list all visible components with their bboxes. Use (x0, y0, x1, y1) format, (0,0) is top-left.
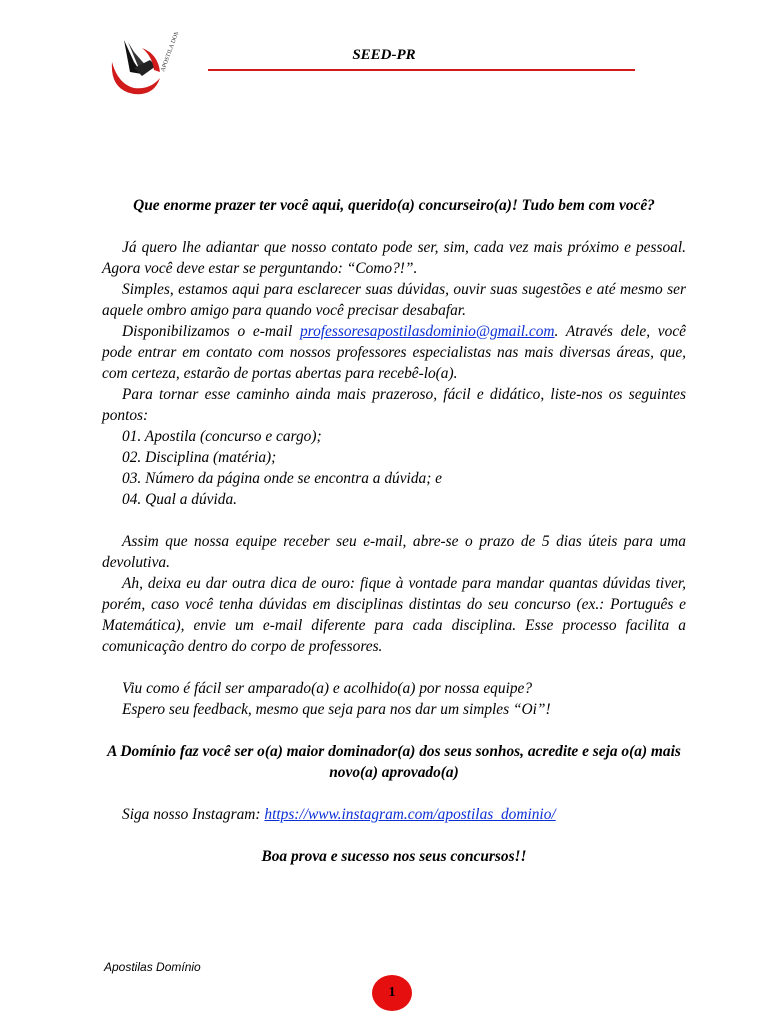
paragraph-6: Ah, deixa eu dar outra dica de ouro: fique à vontade para mandar quantas dúvidas tiver, porém, caso você tenha dúvidas em disciplinas distintas do seu concurso (ex.: Português e Matemática), envie um e-mail diferente para cada disciplina. Esse processo facilita a comunicação dentro do corpo de professores. (102, 575, 686, 655)
paragraph-2: Simples, estamos aqui para esclarecer suas dúvidas, ouvir suas sugestões e até mesmo ser aquele ombro amigo para quando você precisar desabafar. (102, 281, 686, 319)
paragraph-3-before: Disponibilizamos o e-mail (122, 323, 300, 340)
svg-text:APOSTILA DOMÍNIO: APOSTILA DOMÍNIO (160, 32, 184, 73)
paragraph-7: Viu como é fácil ser amparado(a) e acolhido(a) por nossa equipe? (122, 680, 533, 697)
instagram-label: Siga nosso Instagram: (122, 806, 265, 823)
paragraph-5: Assim que nossa equipe receber seu e-mail, abre-se o prazo de 5 dias úteis para uma devolutiva. (102, 533, 686, 571)
paragraph-3-after: . Através dele, você pode entrar em contato com nossos professores especialistas nas mais diversas áreas, que, com certeza, estarão de portas abertas para recebê-lo(a). (102, 323, 686, 382)
instagram-link[interactable]: https://www.instagram.com/apostilas_dominio/ (264, 806, 556, 823)
email-link[interactable]: professoresapostilasdominio@gmail.com (299, 323, 555, 340)
list-item: 01. Apostila (concurso e cargo); (122, 428, 322, 445)
list-item: 02. Disciplina (matéria); (122, 449, 277, 466)
header-divider (208, 69, 635, 71)
list-item: 04. Qual a dúvida. (122, 491, 237, 508)
instagram-line (102, 804, 686, 825)
paragraph-1: Já quero lhe adiantar que nosso contato pode ser, sim, cada vez mais próximo e pessoal. Agora você deve estar se perguntando: “Como?!”. (102, 239, 686, 277)
closing: Boa prova e sucesso nos seus concursos!! (261, 848, 527, 865)
letter-body (102, 195, 686, 867)
paragraph-4: Para tornar esse caminho ainda mais prazeroso, fácil e didático, liste-nos os seguintes pontos: (102, 386, 686, 424)
slogan: A Domínio faz você ser o(a) maior dominador(a) dos seus sonhos, acredite e seja o(a) mais novo(a) aprovado(a) (107, 743, 681, 781)
header-title: SEED-PR (352, 47, 416, 63)
page-number-badge: 1 (372, 975, 412, 1011)
greeting: Que enorme prazer ter você aqui, querido(a) concurseiro(a)! Tudo bem com você? (133, 197, 655, 214)
apostila-dominio-logo (104, 32, 184, 108)
footer-brand: Apostilas Domínio (104, 960, 201, 974)
list-item: 03. Número da página onde se encontra a dúvida; e (122, 470, 443, 487)
paragraph-3 (102, 321, 686, 384)
paragraph-8: Espero seu feedback, mesmo que seja para nos dar um simples “Oi”! (122, 701, 551, 718)
